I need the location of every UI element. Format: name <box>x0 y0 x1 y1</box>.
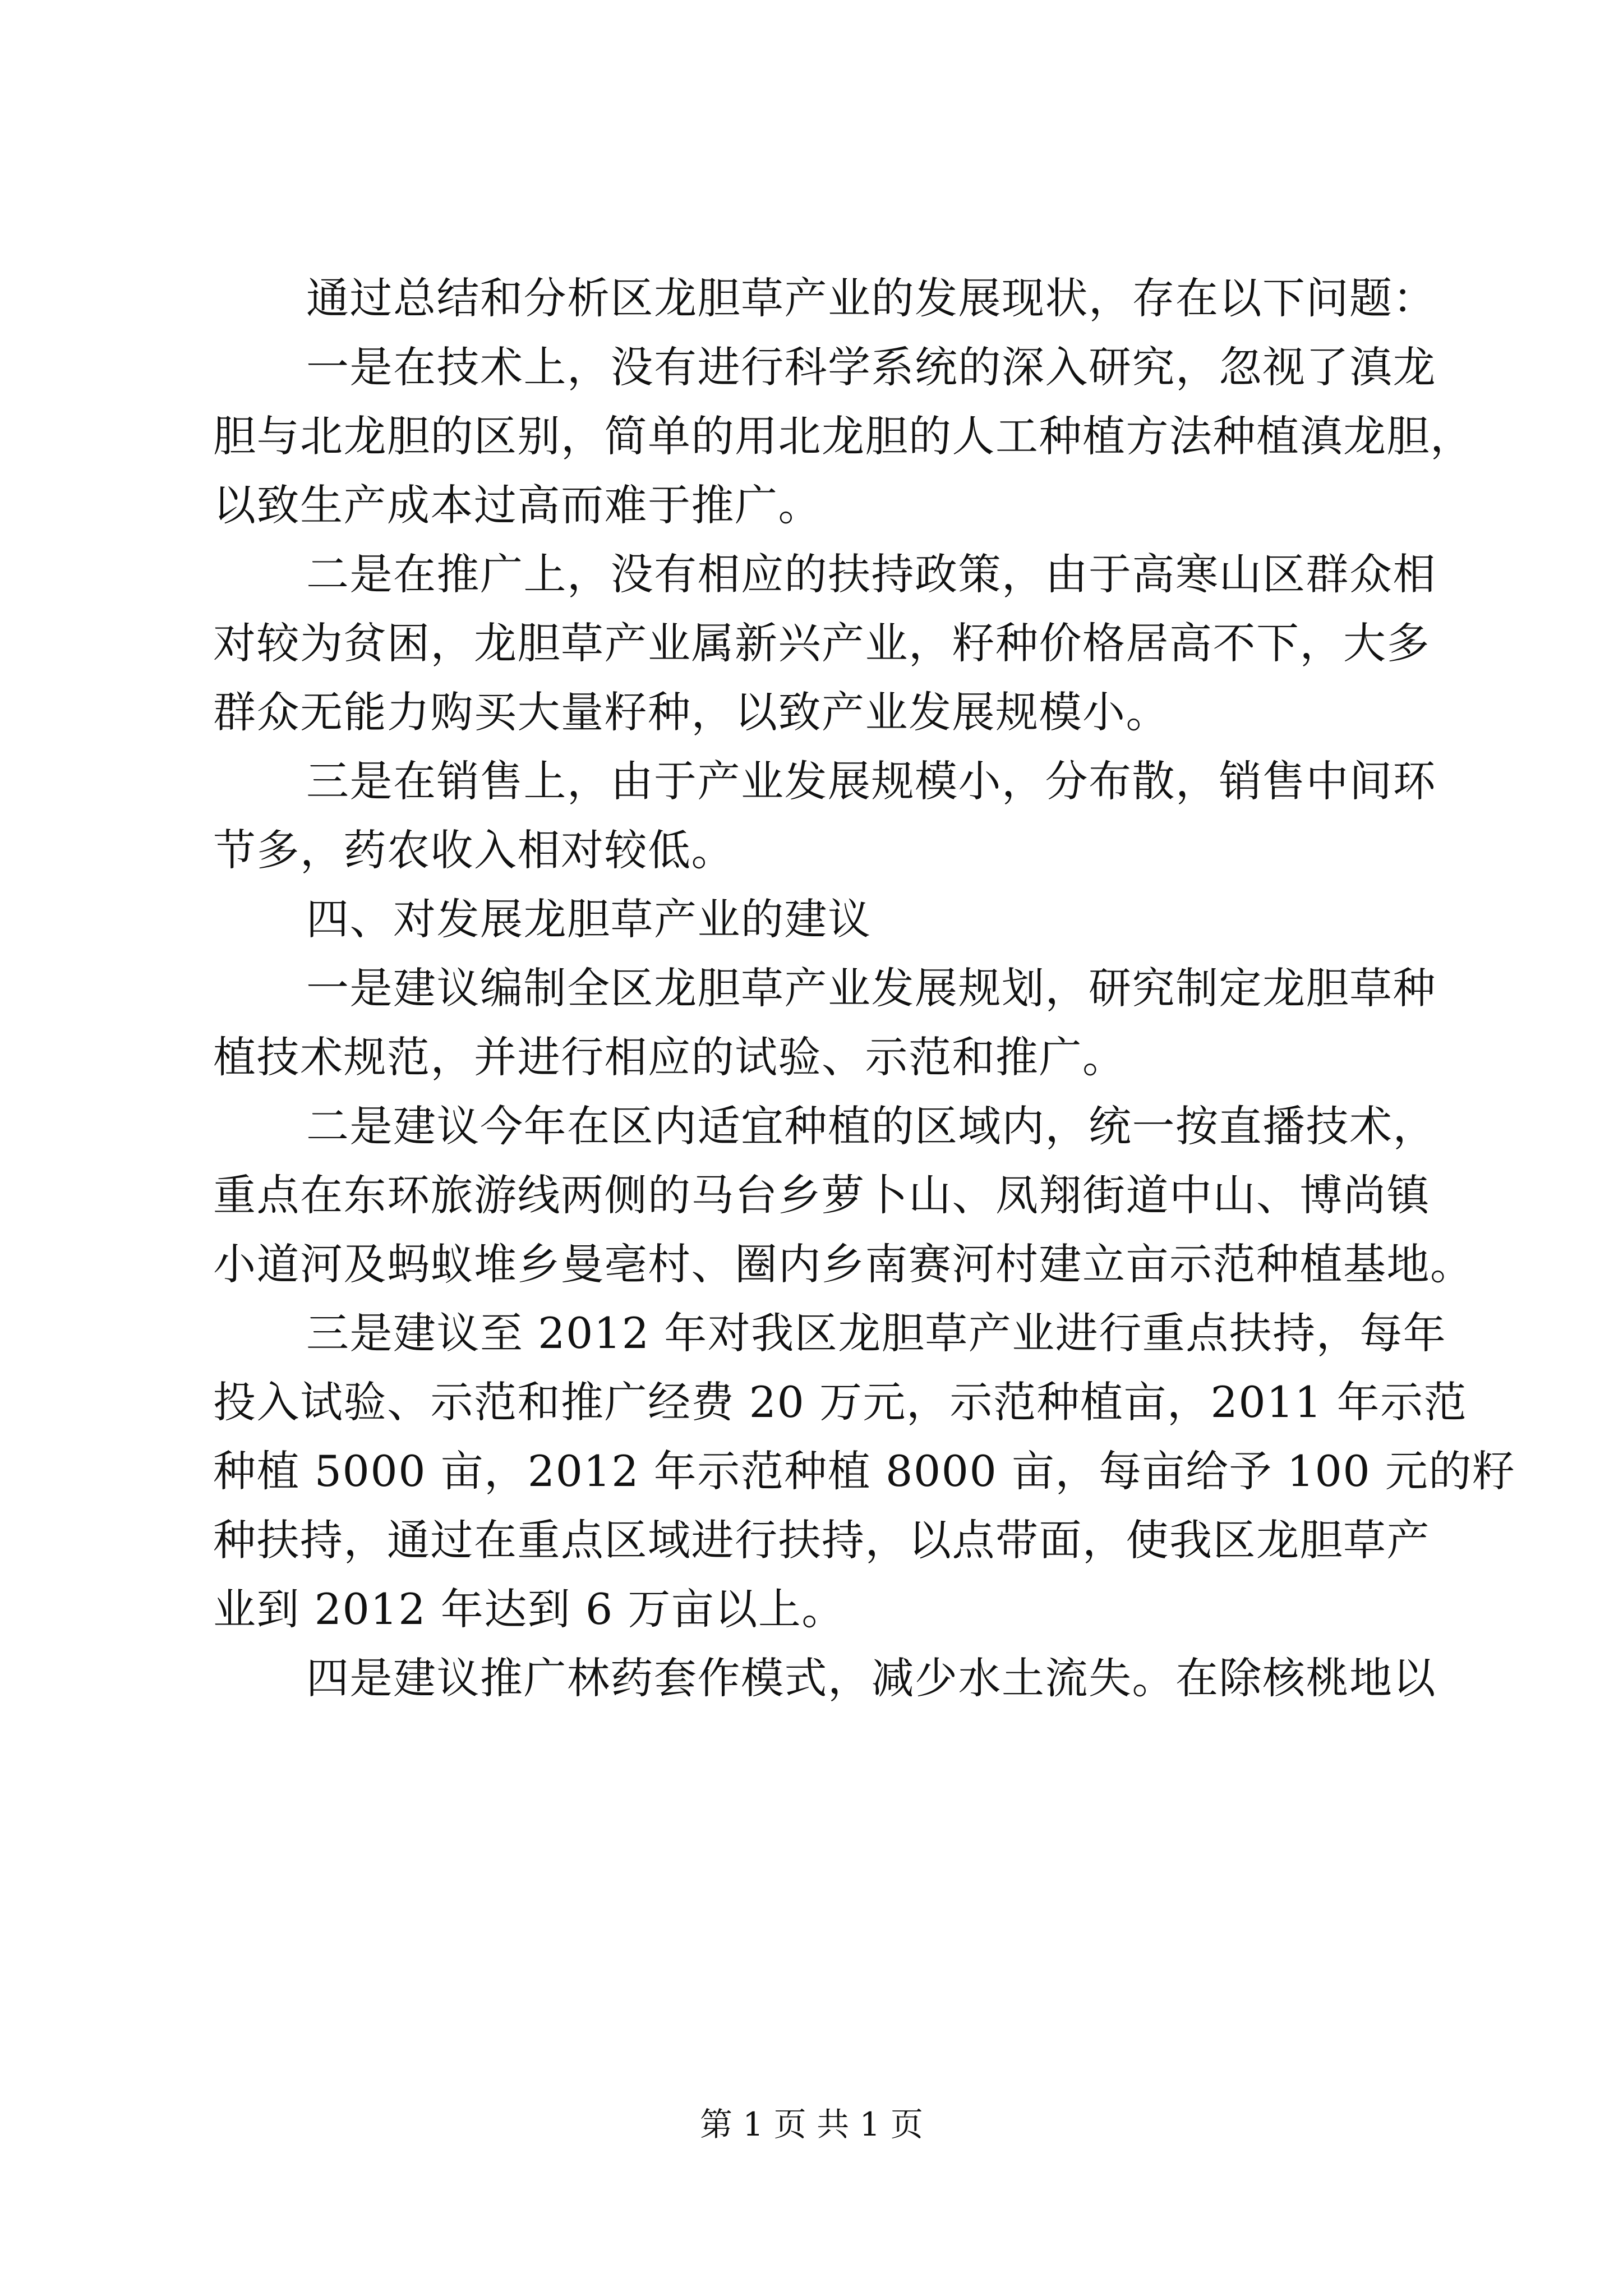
text-line: 二是在推广上，没有相应的扶持政策，由于高寒山区群众相 <box>306 549 1436 599</box>
text-line: 三是建议至 2012 年对我区龙胆草产业进行重点扶持，每年 <box>306 1308 1447 1358</box>
text-line: 四、对发展龙胆草产业的建议 <box>306 894 872 944</box>
text-line: 以致生产成本过高而难于推广。 <box>213 480 822 530</box>
text-line: 植技术规范，并进行相应的试验、示范和推广。 <box>213 1032 1126 1082</box>
text-line: 三是在销售上，由于产业发展规模小，分布散，销售中间环 <box>306 756 1436 806</box>
text-line: 二是建议今年在区内适宜种植的区域内，统一按直播技术， <box>306 1101 1436 1151</box>
text-line: 一是在技术上，没有进行科学系统的深入研究，忽视了滇龙 <box>306 342 1436 392</box>
text-line: 通过总结和分析区龙胆草产业的发展现状，存在以下问题： <box>306 273 1436 323</box>
text-line: 种扶持，通过在重点区域进行扶持，以点带面，使我区龙胆草产 <box>213 1515 1430 1565</box>
text-line: 胆与北龙胆的区别，简单的用北龙胆的人工种植方法种植滇龙胆， <box>213 411 1474 461</box>
body-text <box>213 264 1516 1713</box>
text-line: 业到 2012 年达到 6 万亩以上。 <box>213 1584 845 1634</box>
page-footer: 第 1 页 共 1 页 <box>700 2105 923 2143</box>
text-line: 重点在东环旅游线两侧的马台乡萝卜山、凤翔街道中山、博尚镇 <box>213 1170 1430 1220</box>
text-line: 群众无能力购买大量籽种，以致产业发展规模小。 <box>213 687 1169 737</box>
text-line: 对较为贫困，龙胆草产业属新兴产业，籽种价格居高不下，大多 <box>213 618 1430 668</box>
text-line: 节多，药农收入相对较低。 <box>213 825 735 875</box>
text-line: 小道河及蚂蚁堆乡曼亳村、圈内乡南赛河村建立亩示范种植基地。 <box>213 1239 1474 1289</box>
text-line: 投入试验、示范和推广经费 20 万元，示范种植亩，2011 年示范 <box>213 1377 1468 1427</box>
text-line: 一是建议编制全区龙胆草产业发展规划，研究制定龙胆草种 <box>306 963 1436 1013</box>
text-line: 种植 5000 亩，2012 年示范种植 8000 亩，每亩给予 100 元的籽 <box>213 1446 1516 1496</box>
text-line: 四是建议推广林药套作模式，减少水土流失。在除核桃地以 <box>306 1653 1436 1703</box>
